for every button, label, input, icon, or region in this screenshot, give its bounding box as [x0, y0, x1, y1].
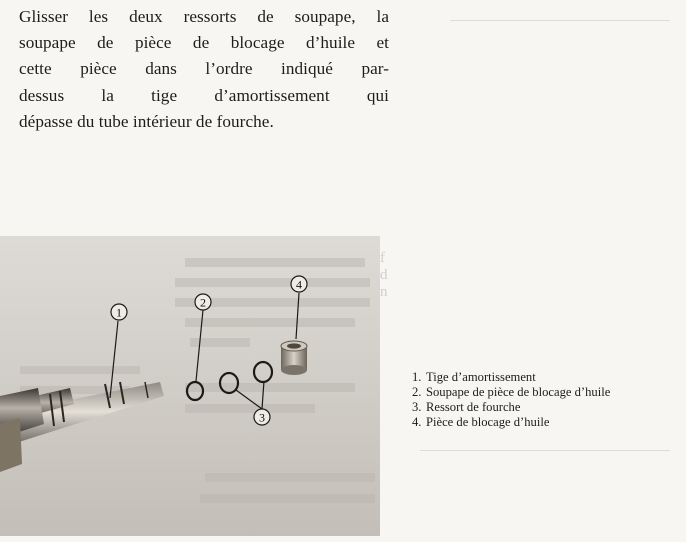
legend-number: 1.	[412, 370, 422, 384]
parts-legend	[412, 370, 610, 430]
oil-lock-piece	[281, 341, 307, 375]
instruction-line: soupape de pièce de blocage d’huile et	[19, 33, 389, 53]
callout-4	[291, 276, 307, 292]
legend-text: Ressort de fourche	[426, 400, 521, 414]
legend-text: Tige d’amortissement	[426, 370, 536, 384]
bleed-through-text: f d n	[380, 250, 388, 300]
legend-text: Pièce de blocage d’huile	[426, 415, 550, 429]
legend-number: 4.	[412, 415, 422, 429]
bleed-through-text	[20, 258, 375, 503]
instruction-line: dépasse du tube intérieur de fourche.	[19, 111, 274, 131]
fork-spring	[254, 362, 272, 382]
legend-item	[412, 370, 610, 385]
instruction-line: Glisser les deux ressorts de soupape, la	[19, 7, 389, 26]
legend-text: Soupape de pièce de blocage d’huile	[426, 385, 611, 399]
faint-divider	[450, 20, 670, 21]
instruction-paragraph	[19, 4, 389, 135]
instruction-line: cette pièce dans l’ordre indiqué par-	[19, 59, 389, 79]
legend-item	[412, 385, 610, 400]
callout-4-label: 4	[296, 277, 302, 292]
callout-3	[254, 409, 270, 425]
callout-2-label: 2	[200, 295, 206, 310]
instruction-line: dessus la tige d’amortissement qui	[19, 85, 389, 105]
callout-1-label: 1	[116, 305, 122, 320]
damper-rod	[0, 382, 164, 472]
callout-2	[195, 294, 211, 310]
legend-item	[412, 415, 610, 430]
legend-number: 2.	[412, 385, 422, 399]
parts-illustration	[0, 236, 380, 536]
parts-photo	[0, 236, 380, 536]
faint-divider	[420, 450, 670, 451]
legend-number: 3.	[412, 400, 422, 414]
callout-3-label: 3	[259, 410, 265, 425]
legend-item	[412, 400, 610, 415]
callout-1	[111, 304, 127, 320]
